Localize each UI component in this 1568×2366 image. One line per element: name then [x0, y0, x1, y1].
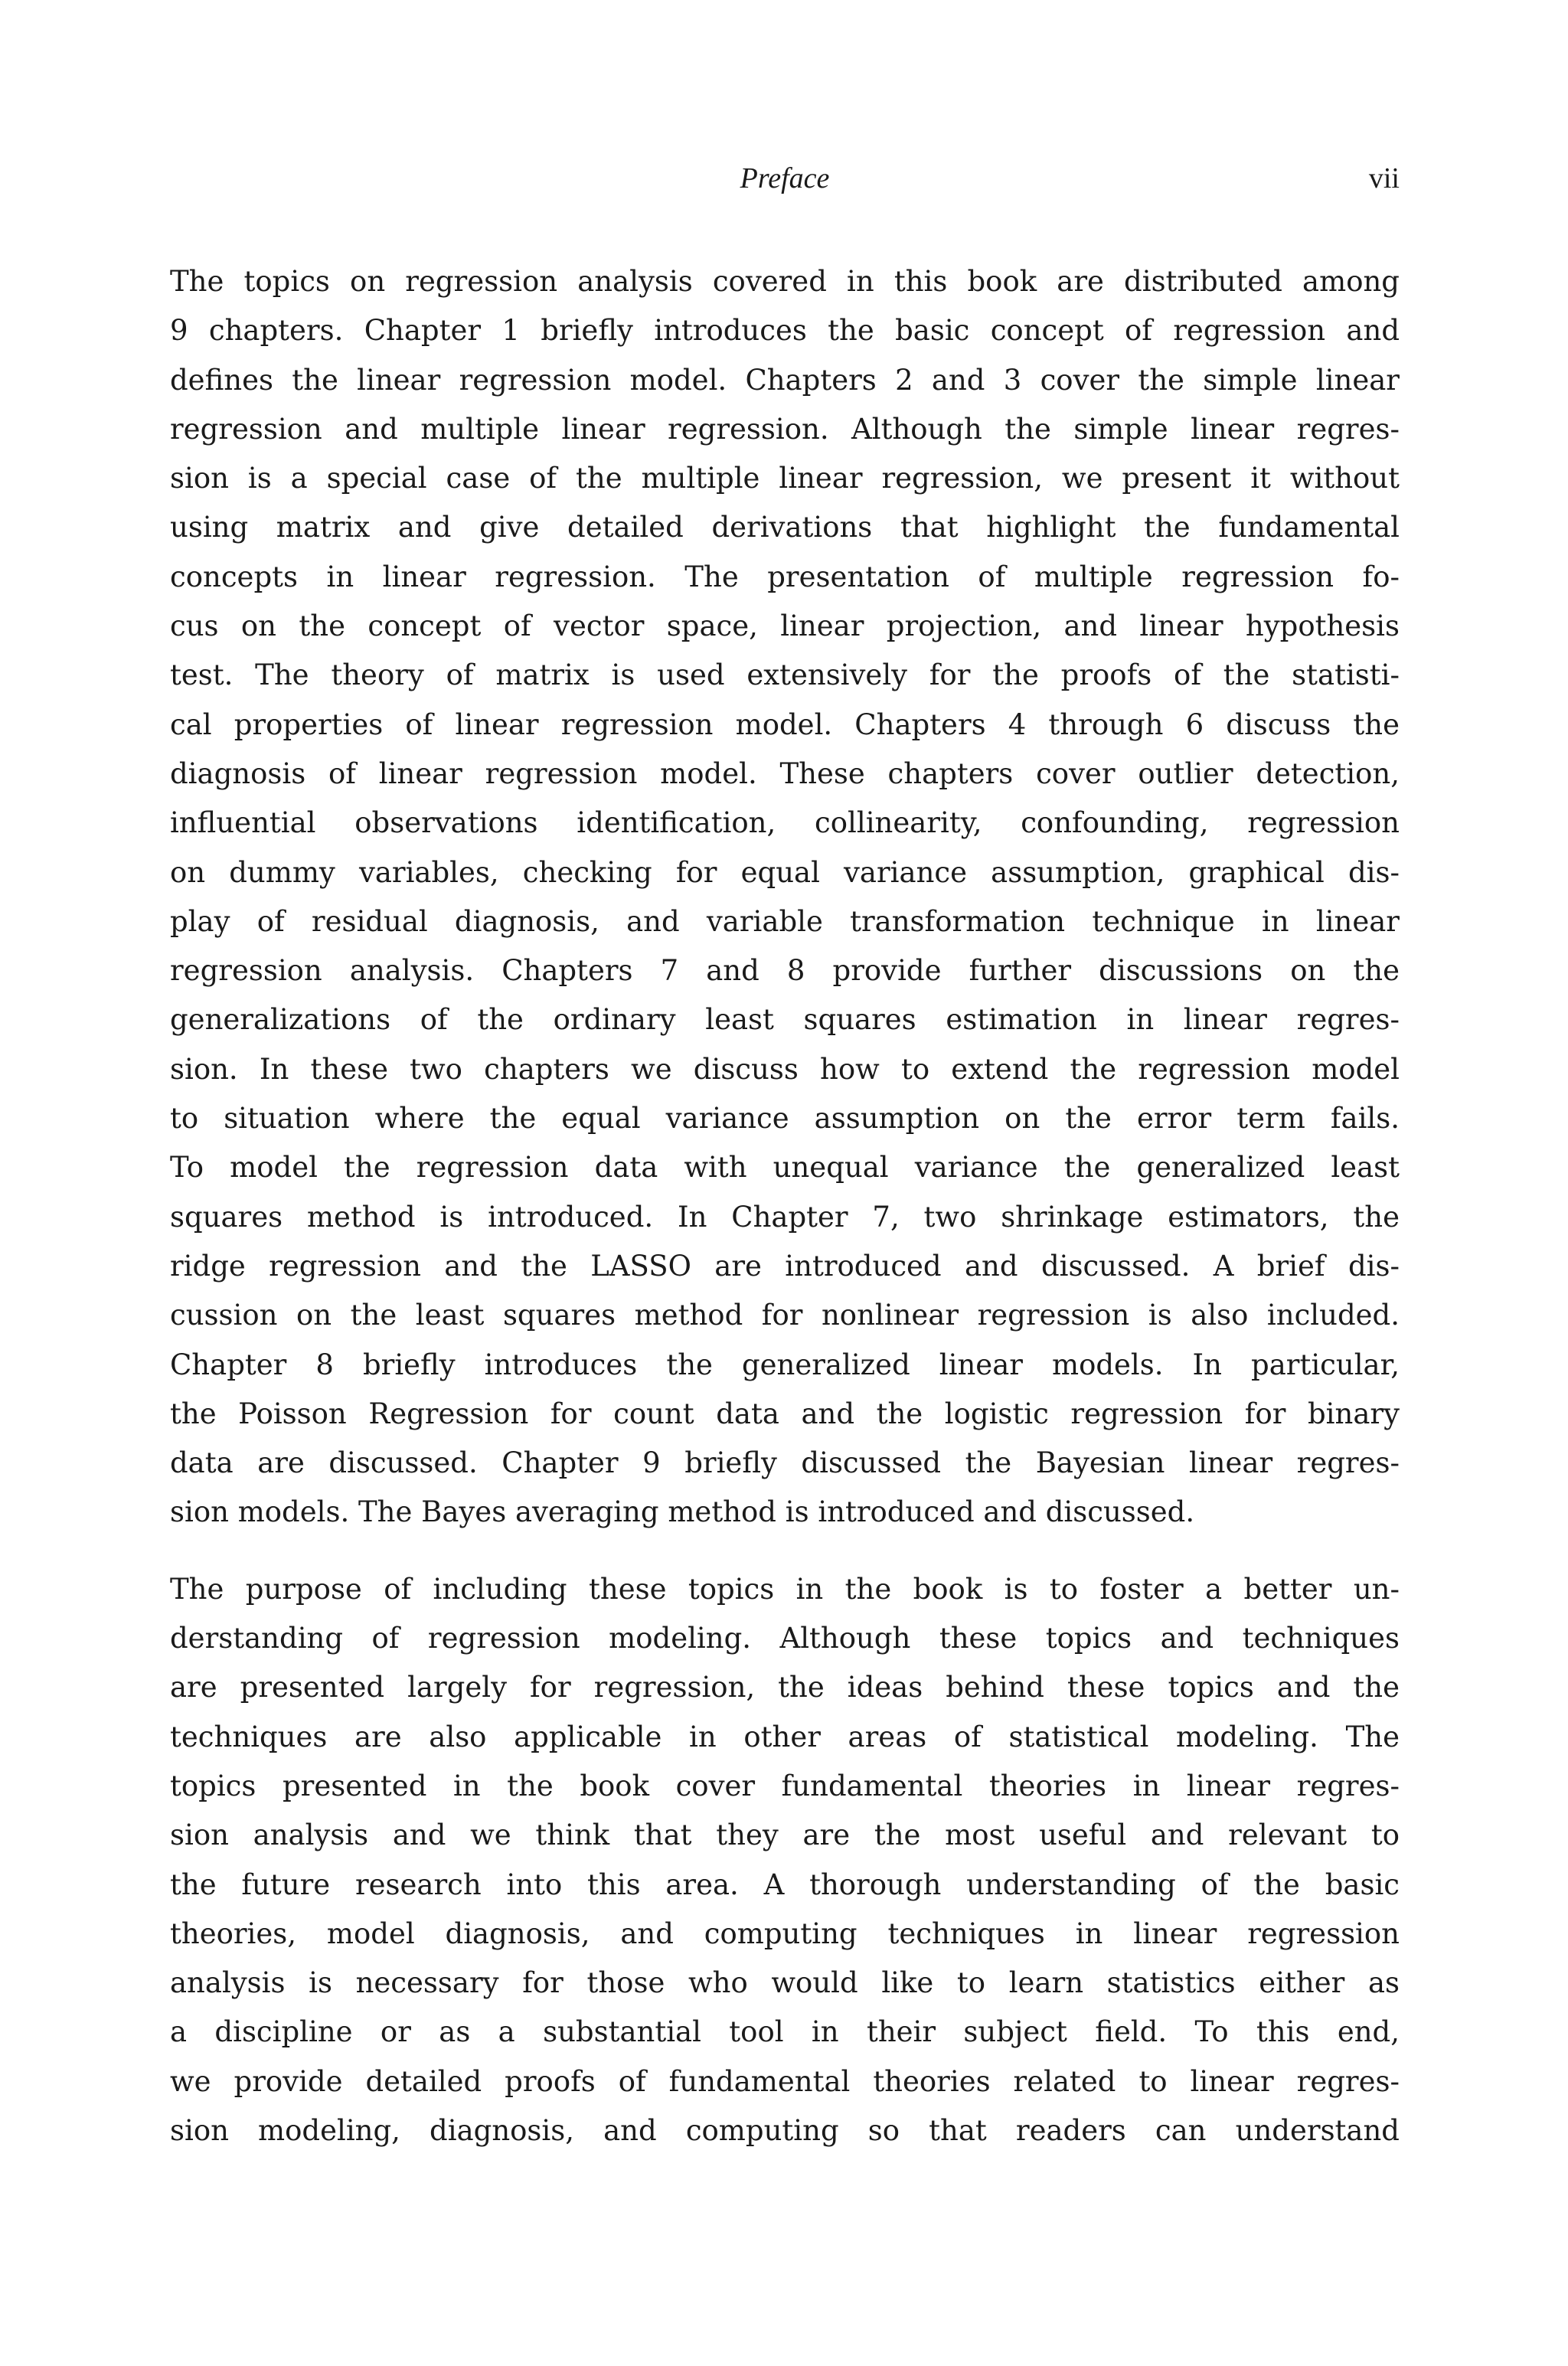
text-line: concepts in linear regression. The presentation of multiple regression fo-: [170, 560, 1400, 593]
text-line: cus on the concept of vector space, linear projection, and linear hypothesis: [170, 609, 1400, 643]
paragraph-gap: [170, 1538, 1400, 1565]
text-line: derstanding of regression modeling. Although these topics and techniques: [170, 1622, 1400, 1655]
text-line: influential observations identification, collinearity, confounding, regression: [170, 806, 1400, 840]
text-line: The topics on regression analysis covered in this book are distributed among: [170, 265, 1400, 298]
text-line: analysis is necessary for those who would like to learn statistics either as: [170, 1966, 1400, 2000]
text-line: topics presented in the book cover fundamental theories in linear regres-: [170, 1769, 1400, 1802]
text-line: using matrix and give detailed derivations that highlight the fundamental: [170, 511, 1400, 544]
text-line: To model the regression data with unequal variance the generalized least: [170, 1151, 1400, 1185]
body-text: [170, 257, 1400, 2155]
text-line: sion analysis and we think that they are the most useful and relevant to: [170, 1819, 1400, 1852]
running-title: Preface: [740, 162, 830, 194]
text-line: ridge regression and the LASSO are introduced and discussed. A brief dis-: [170, 1249, 1400, 1283]
text-line: regression and multiple linear regression. Although the simple linear regres-: [170, 412, 1400, 446]
text-line: regression analysis. Chapters 7 and 8 provide further discussions on the: [170, 954, 1400, 988]
text-line: the Poisson Regression for count data and the logistic regression for binary: [170, 1397, 1400, 1430]
text-line: we provide detailed proofs of fundamental theories related to linear regres-: [170, 2064, 1400, 2098]
text-line: Chapter 8 briefly introduces the generalized linear models. In particular,: [170, 1348, 1400, 1381]
text-line: a discipline or as a substantial tool in their subject field. To this end,: [170, 2015, 1400, 2049]
text-line: techniques are also applicable in other areas of statistical modeling. The: [170, 1720, 1400, 1753]
text-line: test. The theory of matrix is used extensively for the proofs of the statisti-: [170, 658, 1400, 692]
text-line: the future research into this area. A thorough understanding of the basic: [170, 1868, 1400, 1901]
running-head: [170, 159, 1400, 198]
text-line: theories, model diagnosis, and computing techniques in linear regression: [170, 1917, 1400, 1950]
text-line: sion. In these two chapters we discuss how to extend the regression model: [170, 1052, 1400, 1086]
text-line: squares method is introduced. In Chapter 7, two shrinkage estimators, the: [170, 1200, 1400, 1234]
text-line: to situation where the equal variance assumption on the error term fails.: [170, 1102, 1400, 1136]
text-line: sion modeling, diagnosis, and computing so that readers can understand: [170, 2113, 1400, 2147]
text-line: generalizations of the ordinary least squares estimation in linear regres-: [170, 1003, 1400, 1037]
paragraph-purpose: [170, 1565, 1400, 2156]
text-line: The purpose of including these topics in the book is to foster a better un-: [170, 1572, 1400, 1606]
text-line: sion is a special case of the multiple linear regression, we present it without: [170, 462, 1400, 495]
text-line: play of residual diagnosis, and variable transformation technique in linear: [170, 904, 1400, 938]
text-line: cal properties of linear regression model. Chapters 4 through 6 discuss the: [170, 708, 1400, 741]
text-line: cussion on the least squares method for nonlinear regression is also included.: [170, 1299, 1400, 1332]
page-number: vii: [1368, 162, 1400, 194]
text-line: on dummy variables, checking for equal variance assumption, graphical dis-: [170, 855, 1400, 889]
text-line: are presented largely for regression, the ideas behind these topics and the: [170, 1671, 1400, 1704]
text-line: sion models. The Bayes averaging method is introduced and discussed.: [170, 1495, 1195, 1529]
text-line: 9 chapters. Chapter 1 briefly introduces the basic concept of regression and: [170, 314, 1400, 348]
paragraph-chapter-overview: [170, 257, 1400, 1538]
text-line: defines the linear regression model. Chapters 2 and 3 cover the simple linear: [170, 363, 1400, 397]
text-line: data are discussed. Chapter 9 briefly discussed the Bayesian linear regres-: [170, 1446, 1400, 1480]
text-line: diagnosis of linear regression model. These chapters cover outlier detection,: [170, 757, 1400, 790]
